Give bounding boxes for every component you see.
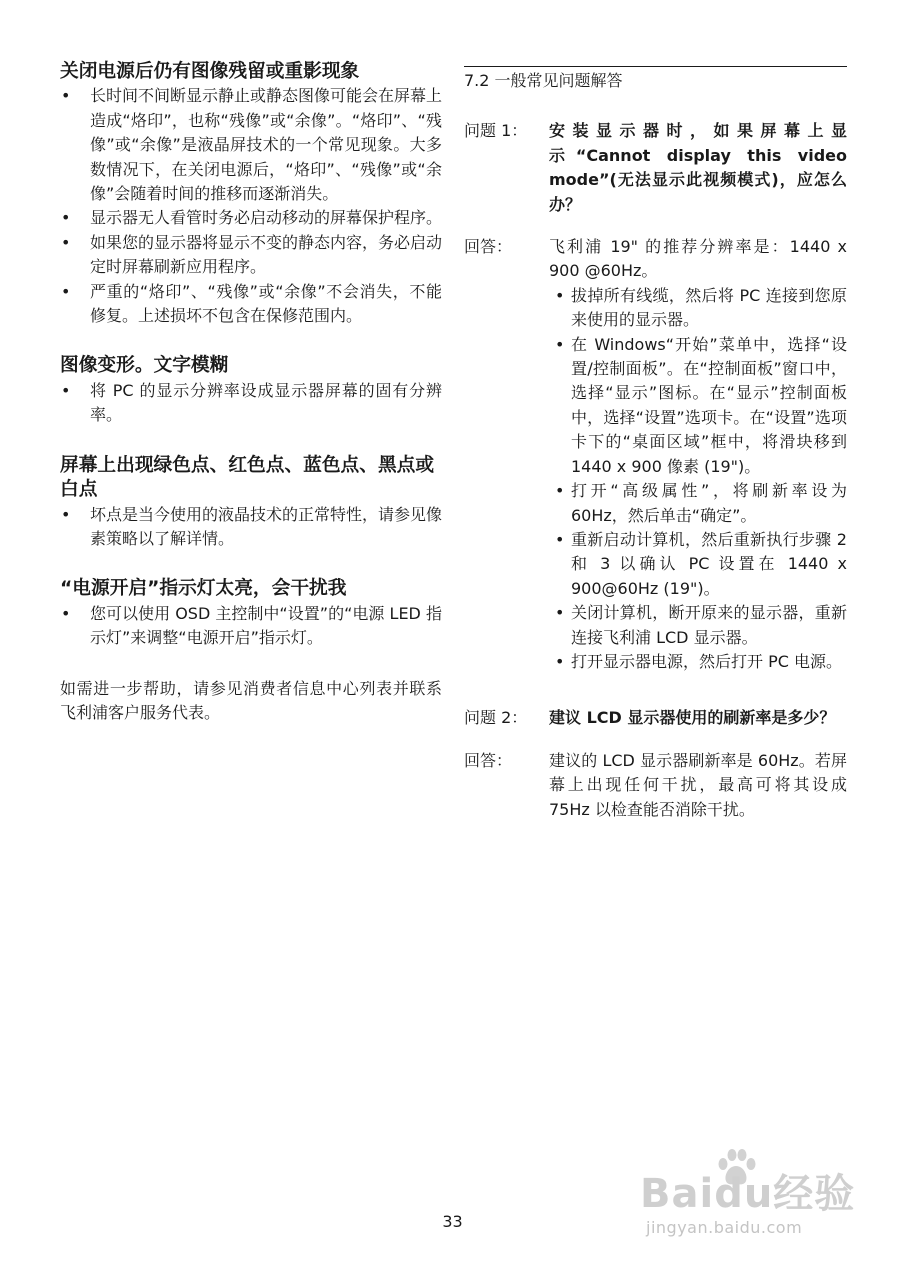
list-item: • 严重的“烙印”、“残像”或“余像”不会消失，不能修复。上述损坏不包含在保修范围内。 (60, 280, 442, 329)
page-number: 33 (442, 1212, 463, 1231)
list-item: • 重新启动计算机，然后重新执行步骤 2 和 3 以确认 PC 设置在 1440 x 900@60Hz (19")。 (549, 528, 847, 601)
bullet-list (60, 379, 442, 428)
question-text: 建议 LCD 显示器使用的刷新率是多少？ (549, 708, 836, 728)
question-label: 问题 2： (464, 708, 528, 728)
list-item: • 显示器无人看管时务必启动移动的屏幕保护程序。 (60, 206, 442, 230)
list-item: • 将 PC 的显示分辨率设成显示器屏幕的固有分辨率。 (60, 379, 442, 428)
bullet-list (60, 503, 442, 552)
answer-2 (464, 749, 847, 822)
section-title-dead-pixels: 屏幕上出现绿色点、红色点、蓝色点、黑点或白点 (60, 454, 435, 501)
list-item: • 在 Windows“开始”菜单中，选择“设置/控制面板”。在“控制面板”窗口中，选择“显示”图标。在“显示”控制面板中，选择“设置”选项卡。在“设置”选项卡下的“桌面区域”框中，将滑块移到 1440 x 900 像素 (19")。 (549, 333, 847, 479)
list-item: • 打开“高级属性”，将刷新率设为 60Hz，然后单击“确定”。 (549, 479, 847, 528)
watermark-url: jingyan.baidu.com (646, 1218, 803, 1237)
question-2 (464, 706, 847, 730)
answer-steps (549, 284, 847, 675)
help-text: 如需进一步帮助，请参见消费者信息中心列表并联系飞利浦客户服务代表。 (60, 678, 442, 722)
answer-body (549, 235, 847, 674)
right-column (464, 60, 847, 840)
list-item: • 您可以使用 OSD 主控制中“设置”的“电源 LED 指示灯”来调整“电源开启”指示灯。 (60, 602, 442, 651)
answer-1 (464, 235, 847, 674)
list-item: • 长时间不间断显示静止或静态图像可能会在屏幕上造成“烙印”，也称“残像”或“余像”。“烙印”、“残像”或“余像”是液晶屏技术的一个常见现象。大多数情况下，在关闭电源后，“烙印”、“残像”或“余像”会随着时间的推移而逐渐消失。 (60, 84, 442, 206)
section-divider (464, 66, 847, 67)
section-title-image-retention: 关闭电源后仍有图像残留或重影现象 (60, 61, 360, 82)
list-item: • 如果您的显示器将显示不变的静态内容，务必启动定时屏幕刷新应用程序。 (60, 231, 442, 280)
answer-label: 回答： (464, 750, 513, 770)
bullet-list (60, 602, 442, 651)
baidu-watermark (640, 1150, 890, 1260)
left-column (60, 60, 442, 725)
list-item: • 关闭计算机，断开原来的显示器，重新连接飞利浦 LCD 显示器。 (549, 601, 847, 650)
section-heading-general-faq: 7.2 一般常见问题解答 (464, 71, 623, 90)
section-title-image-distortion: 图像变形。文字模糊 (60, 355, 229, 377)
question-1 (464, 119, 847, 217)
list-item: • 打开显示器电源，然后打开 PC 电源。 (549, 650, 847, 674)
list-item: • 坏点是当今使用的液晶技术的正常特性，请参见像素策略以了解详情。 (60, 503, 442, 552)
list-item: • 拔掉所有线缆，然后将 PC 连接到您原来使用的显示器。 (549, 284, 847, 333)
bullet-list (60, 84, 442, 328)
answer-intro: 飞利浦 19" 的推荐分辨率是：1440 x 900 @60Hz。 (549, 237, 847, 281)
answer-label: 回答： (464, 237, 513, 257)
section-title-power-led: “电源开启”指示灯太亮，会干扰我 (60, 578, 347, 600)
watermark-logo-text: Baidu经验 (640, 1171, 856, 1217)
question-text: 安装显示器时，如果屏幕上显示“Cannot display this video mode”(无法显示此视频模式)，应怎么办？ (549, 121, 847, 214)
question-label: 问题 1： (464, 121, 528, 141)
answer-text: 建议的 LCD 显示器刷新率是 60Hz。若屏幕上出现任何干扰，最高可将其设成 75Hz 以检查能否消除干扰。 (549, 750, 847, 819)
